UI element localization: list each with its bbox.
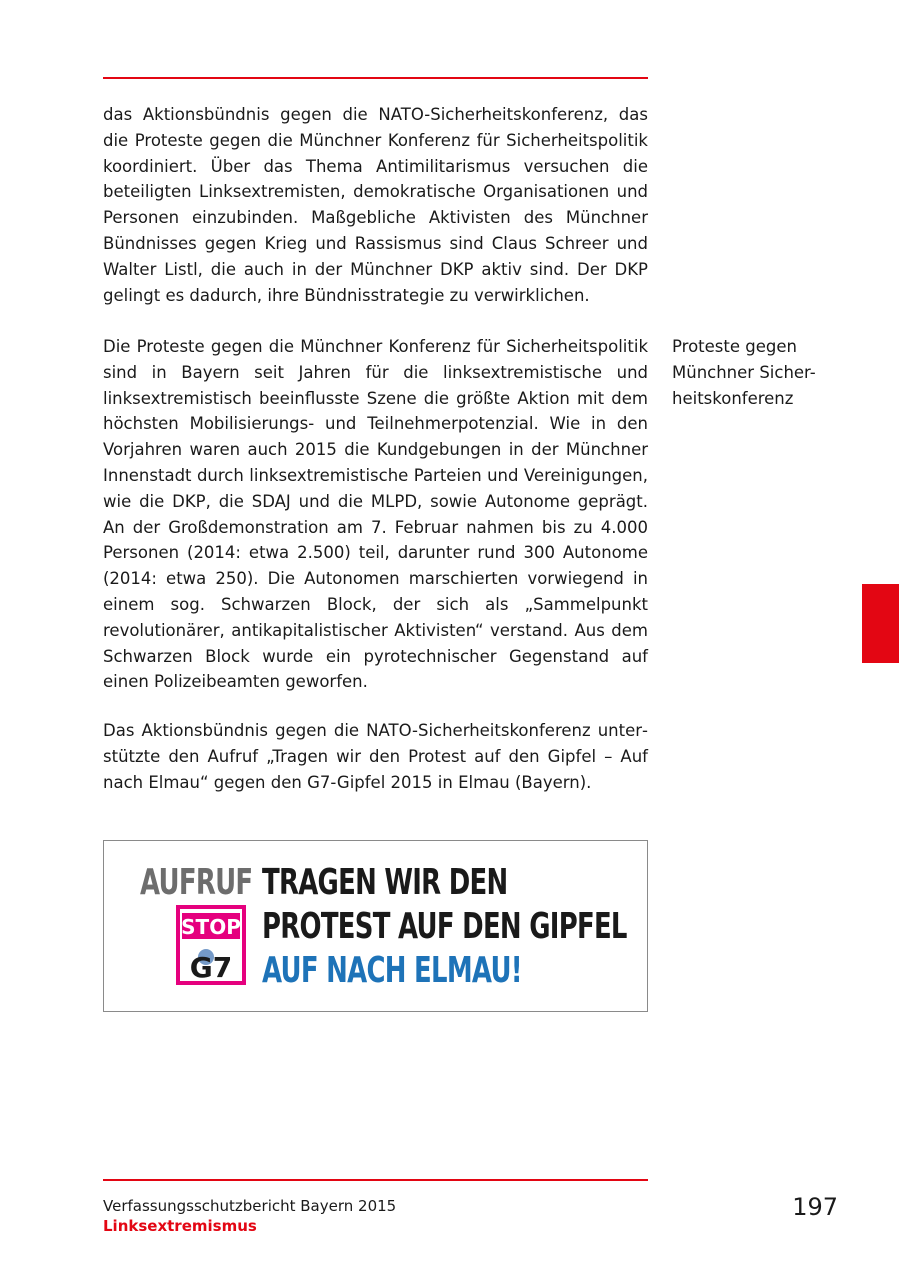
footer-report-title: Verfassungsschutzbericht Bayern 2015 [103, 1197, 397, 1215]
top-divider [103, 77, 648, 79]
paragraph-2: Die Proteste gegen die Münchner Konferenz für Sicherheitspolitik sind in Bayern seit Jahren für die linksextremistische und linksextremistisch beeinflusste Szene die größte Aktion mit dem höchsten Mobilisierungs- und Teilnehmerpotenzial. Wie in den Vorjahren waren auch 2015 die Kundgebungen in der Münchner Innenstadt durch linksextremistische Parteien und Vereinigungen, wie die DKP, die SDAJ und die MLPD, sowie Autonome geprägt. An der Großdemonstration am 7. Februar nahmen bis zu 4.000 Personen (2014: etwa 2.500) teil, darunter rund 300 Autonome (2014: etwa 250). Die Autonomen marschierten vorwiegend in einem sog. Schwarzen Block, der sich als „Sammelpunkt revolutionärer, antikapitalistischer Aktivisten“ verstand. Aus dem Schwarzen Block wurde ein pyrotechnischer Gegenstand auf einen Polizeibeamten geworfen. [103, 337, 648, 692]
paragraph-3: Das Aktionsbündnis gegen die NATO-Sicherheitskonferenz unterstützte den Aufruf „Tragen wir den Protest auf den Gipfel – Auf nach Elmau“ gegen den G7-Gipfel 2015 in Elmau (Bayern). [103, 721, 648, 792]
stop-g7-badge-icon [176, 905, 246, 985]
margin-note [672, 334, 842, 411]
margin-note-line-2: Münchner Sicher- [672, 362, 816, 382]
banner-line-3: AUF NACH ELMAU! [262, 950, 522, 991]
protest-banner-image [103, 840, 648, 1012]
badge-g7-text: G7 [189, 951, 233, 984]
margin-note-line-1: Proteste gegen [672, 337, 797, 356]
bottom-divider [103, 1179, 648, 1181]
banner-line-1: TRAGEN WIR DEN [262, 862, 508, 903]
badge-stop-text: STOP [181, 915, 241, 939]
footer-section-title: Linksextremismus [103, 1217, 257, 1235]
banner-line-2: PROTEST AUF DEN GIPFEL [262, 906, 627, 947]
margin-note-line-3: heitskonferenz [672, 388, 794, 408]
page-number: 197 [792, 1193, 838, 1221]
paragraph-1: das Aktionsbündnis gegen die NATO-Sicherheitskonferenz, das die Proteste gegen die Münchner Konferenz für Sicherheitspolitik koordiniert. Über das Thema Antimilitarismus versuchen die beteiligten Linksextremisten, demokratische Organisationen und Personen einzubinden. Maßgebliche Aktivisten des Münchner Bündnisses gegen Krieg und Rassismus sind Claus Schreer und Walter Listl, die auch in der Münchner DKP aktiv sind. Der DKP gelingt es dadurch, ihre Bündnisstrategie zu verwirklichen. [103, 105, 648, 305]
banner-aufruf: AUFRUF [140, 862, 253, 903]
chapter-tab [862, 584, 899, 663]
